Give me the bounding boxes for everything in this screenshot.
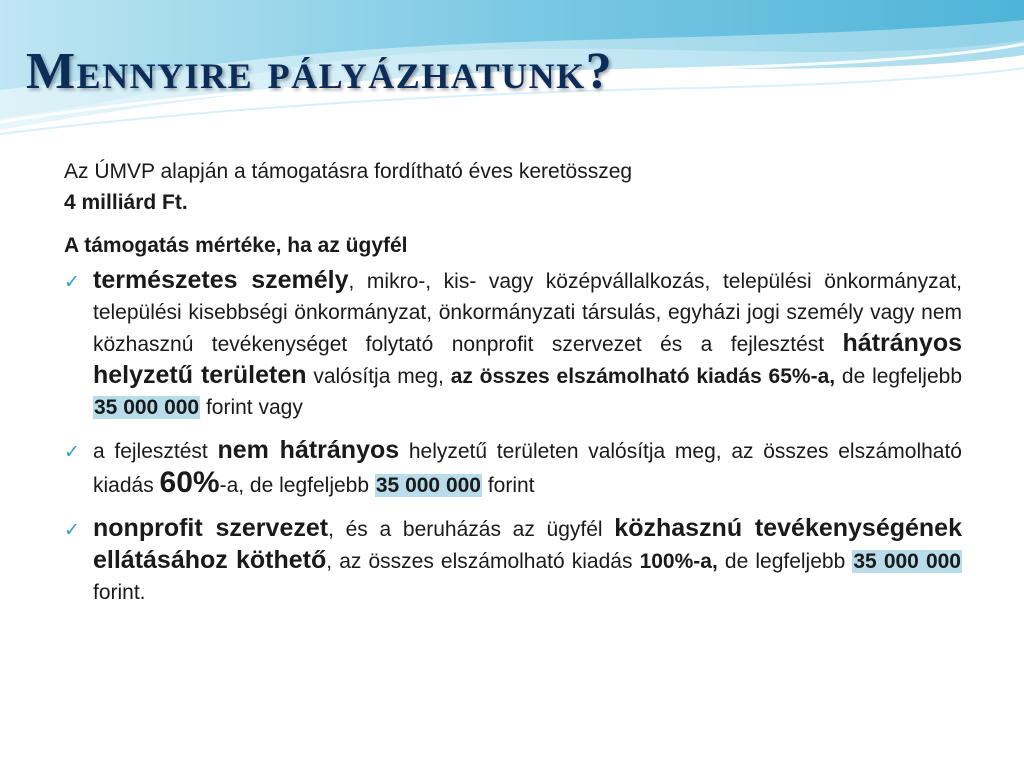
bullet-emphasis: 100%-a, xyxy=(639,550,718,573)
list-item xyxy=(64,435,962,501)
bullet-text: a fejlesztést xyxy=(93,440,218,463)
list-item xyxy=(64,513,962,608)
bullet-emphasis: közhasznú tevékenységének ellátásához köthető xyxy=(93,514,962,574)
budget-amount: 4 milliárd Ft. xyxy=(64,191,188,214)
bullet-text: , az összes elszámolható kiadás xyxy=(326,550,640,573)
bullet-emphasis: nem hátrányos xyxy=(217,436,400,464)
support-subheading: A támogatás mértéke, ha az ügyfél xyxy=(64,234,408,257)
bullet-text: , mikro-, kis- vagy középvállalkozás, települési önkormányzat, települési kisebbségi önkormányzat, önkormányzati társulás, egyházi jogi személy vagy nem közhasznú tevékenységet folytató nonprofit szervezet és a fejlesztést xyxy=(93,270,962,356)
intro-line: Az ÚMVP alapján a támogatásra fordítható éves keretösszeg xyxy=(64,160,633,183)
bullet-emphasis: az összes elszámolható kiadás 65%-a, xyxy=(450,365,836,388)
rate-percentage: 60% xyxy=(159,466,220,499)
page-title: Mennyire pályázhatunk? xyxy=(26,43,614,100)
support-rate-list xyxy=(64,265,962,608)
bullet-text: forint. xyxy=(93,581,146,604)
check-icon: ✓ xyxy=(64,441,80,463)
bullet-text: de legfeljebb xyxy=(835,365,962,388)
bullet-emphasis: nonprofit szervezet xyxy=(93,514,329,542)
bullet-emphasis: természetes személy xyxy=(93,266,349,294)
slide-body xyxy=(64,156,962,620)
bullet-text: -a, de legfeljebb xyxy=(219,474,375,497)
bullet-text: forint xyxy=(481,474,535,497)
intro-text xyxy=(64,156,962,218)
max-amount-highlight: 35 000 000 xyxy=(375,474,481,497)
bullet-emphasis: hátrányos helyzetű területen xyxy=(93,329,962,389)
list-item xyxy=(64,265,962,423)
bullet-text: , és a beruházás az ügyfél xyxy=(328,518,615,541)
bullet-text: de legfeljebb xyxy=(717,550,853,573)
check-icon: ✓ xyxy=(64,271,80,293)
bullet-text: helyzetű területen valósítja meg, az összes elszámolható kiadás xyxy=(93,440,962,497)
max-amount-highlight: 35 000 000 xyxy=(853,550,961,573)
bullet-text: forint vagy xyxy=(200,396,303,419)
check-icon: ✓ xyxy=(64,519,80,541)
max-amount-highlight: 35 000 000 xyxy=(94,396,200,419)
bullet-text: valósítja meg, xyxy=(306,365,451,388)
